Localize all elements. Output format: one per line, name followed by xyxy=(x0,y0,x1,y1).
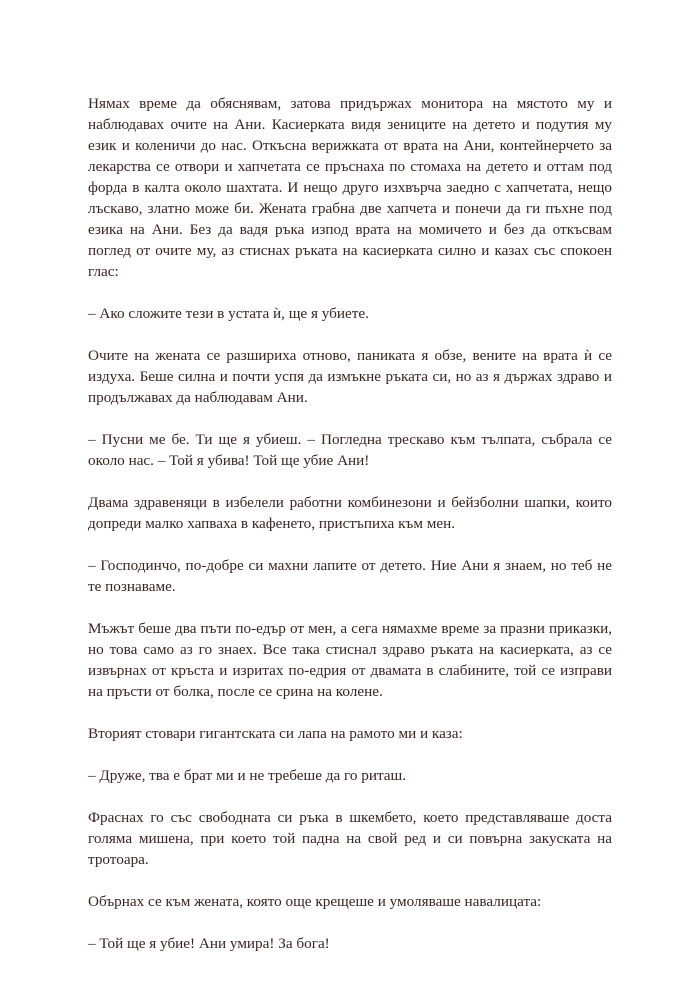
paragraph-8: Вторият стовари гигантската си лапа на рамото ми и каза: xyxy=(88,725,463,742)
paragraph-1: Нямах време да обяснявам, затова придържах монитора на мястото му и наблюдавах очите на Ани. Касиерката видя зениците на детето и подутия му език и коленичи до нас. Откъсна верижката от врата на Ани, контейнерчето за лекарства се отвори и хапчетата се пръснаха по стомаха на детето и оттам под форда в калта около шахтата. И нещо друго изхвърча заедно с хапчетата, нещо лъскаво, златно може би. Жената грабна две хапчета и понечи да ги пъхне под езика на Ани. Без да вадя ръка изпод врата на момичето и без да откъсвам поглед от очите му, аз стиснах ръката на касиерката силно и казах със спокоен глас: xyxy=(88,95,612,280)
paragraph-4: – Пусни ме бе. Ти ще я убиеш. – Погледна трескаво към тълпата, събрала се около нас. – Той я убива! Той ще убие Ани! xyxy=(88,431,612,469)
paragraph-3: Очите на жената се разшириха отново, паниката я обзе, вените на врата ѝ се издуха. Беше силна и почти успя да измъкне ръката си, но аз я държах здраво и продължавах да наблюдавам Ани. xyxy=(88,347,612,406)
paragraph-9: – Друже, тва е брат ми и не требеше да го риташ. xyxy=(88,767,407,784)
paragraph-2: – Ако сложите тези в устата ѝ, ще я убиете. xyxy=(88,305,369,322)
paragraph-7: Мъжът беше два пъти по-едър от мен, а сега нямахме време за празни приказки, но това само аз го знаех. Все така стиснал здраво ръката на касиерката, аз се извърнах от кръста и изритах по-едрия от двамата в слабините, той се изправи на пръсти от болка, после се срина на колене. xyxy=(88,620,612,700)
paragraph-12: – Той ще я убие! Ани умира! За бога! xyxy=(88,935,330,952)
paragraph-6: – Господинчо, по-добре си махни лапите от детето. Ние Ани я знаем, но теб не те познаваме. xyxy=(88,557,612,595)
document-body xyxy=(88,93,612,975)
paragraph-11: Обърнах се към жената, която още крещеше и умоляваше навалицата: xyxy=(88,893,542,910)
paragraph-10: Фраснах го със свободната си ръка в шкембето, което представляваше доста голяма мишена, при което той падна на свой ред и си повърна закуската на тротоара. xyxy=(88,809,612,868)
paragraph-5: Двама здравеняци в избелели работни комбинезони и бейзболни шапки, които допреди малко хапваха в кафенето, пристъпиха към мен. xyxy=(88,494,612,532)
